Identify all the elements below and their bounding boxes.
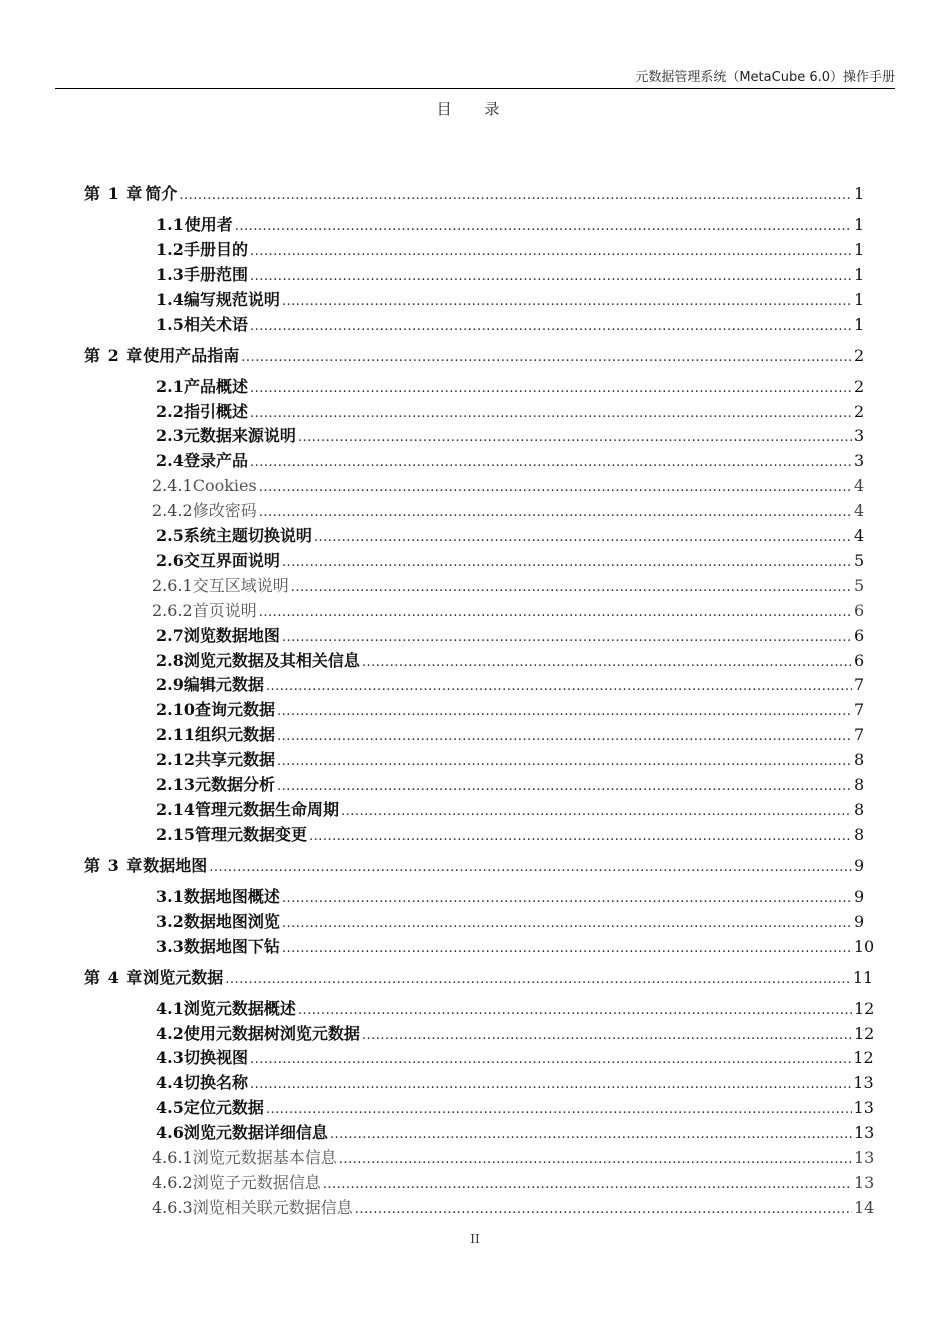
toc-entry-label: 交互区域说明: [192, 575, 289, 595]
toc-dot-leader: [282, 551, 852, 575]
toc-row: [0, 238, 950, 262]
toc-row: [0, 574, 950, 598]
toc-row: [0, 1146, 950, 1170]
toc-section-entry[interactable]: [156, 263, 864, 287]
toc-dot-leader: [341, 800, 852, 824]
toc-row: [0, 213, 950, 237]
toc-section-entry[interactable]: [156, 375, 864, 399]
toc-chapter-entry[interactable]: [84, 182, 864, 206]
toc-row: [0, 885, 950, 909]
toc-entry-page: 1: [854, 239, 865, 259]
toc-entry-page: 2: [854, 345, 865, 365]
toc-entry-label: 简介: [145, 184, 178, 203]
toc-entry-label: 手册目的: [184, 239, 249, 259]
toc-row: [0, 524, 950, 548]
running-header: 元数据管理系统（MetaCube 6.0）操作手册: [635, 70, 895, 85]
toc-section-entry[interactable]: [156, 910, 864, 934]
toc-entry-page: 1: [854, 184, 865, 203]
toc-entry-label: 管理元数据生命周期: [194, 799, 339, 819]
toc-entry-label: 元数据分析: [194, 775, 275, 794]
toc-row: [0, 1096, 950, 1120]
toc-entry-label: 浏览数据地图: [183, 625, 280, 645]
toc-dot-leader: [235, 215, 852, 239]
toc-dot-leader: [282, 912, 852, 936]
toc-entry-number: 2.11: [156, 725, 195, 745]
toc-section-entry[interactable]: [156, 885, 864, 909]
toc-dot-leader: [250, 402, 852, 426]
toc-entry-number: 1.2: [156, 239, 184, 259]
toc-entry-page: 8: [854, 775, 865, 794]
toc-dot-leader: [250, 315, 852, 339]
toc-subsection-entry[interactable]: [152, 1146, 875, 1170]
toc-entry-label: 浏览元数据及其相关信息: [183, 650, 360, 670]
toc-row: [0, 474, 950, 498]
toc-entry-number: 2.12: [156, 750, 195, 770]
toc-entry-number: 1.5: [156, 314, 184, 334]
toc-row: [0, 910, 950, 934]
toc-entry-number: 2.6.1: [152, 575, 193, 595]
toc-row: [0, 599, 950, 623]
toc-entry-number: 2.14: [156, 799, 195, 819]
toc-section-entry[interactable]: [156, 748, 864, 772]
toc-entry-number: 3.2: [156, 911, 184, 931]
toc-entry-number: 2.13: [156, 775, 195, 794]
toc-dot-leader: [282, 290, 852, 314]
toc-row: [0, 182, 950, 206]
toc-dot-leader: [250, 377, 852, 401]
toc-entry-page: 9: [854, 855, 865, 875]
toc-row: [0, 1071, 950, 1095]
toc-entry-number: 3.1: [156, 886, 184, 906]
toc-subsection-entry[interactable]: [152, 474, 864, 498]
toc-entry-number: 1.4: [156, 289, 184, 309]
toc-entry-page: 13: [854, 1172, 875, 1192]
toc-entry-page: 6: [854, 625, 865, 645]
toc-section-entry[interactable]: [156, 823, 864, 847]
toc-entry-label: 手册范围: [184, 264, 249, 284]
toc-entry-page: 12: [854, 998, 875, 1018]
toc-dot-leader: [250, 240, 852, 264]
toc-entry-number: 1.1: [156, 215, 184, 234]
toc-entry-label: 浏览元数据概述: [183, 998, 296, 1018]
toc-dot-leader: [250, 1073, 851, 1097]
toc-section-entry[interactable]: [156, 313, 864, 337]
toc-section-entry[interactable]: [156, 649, 864, 673]
toc-entry-number: 第 2 章: [84, 345, 144, 365]
toc-entry-page: 14: [854, 1197, 875, 1217]
toc-row: [0, 748, 950, 772]
toc-section-entry[interactable]: [156, 288, 864, 312]
toc-entry-page: 4: [854, 526, 865, 545]
footer-page-number: II: [470, 1232, 480, 1246]
toc-entry-label: 编写规范说明: [183, 289, 280, 309]
toc-row: [0, 649, 950, 673]
toc-dot-leader: [291, 576, 852, 600]
toc-dot-leader: [259, 601, 852, 625]
toc-entry-label: 系统主题切换说明: [183, 526, 312, 545]
toc-chapter-entry[interactable]: [84, 344, 864, 368]
toc-row: [0, 1022, 950, 1046]
toc-dot-leader: [179, 184, 852, 208]
toc-entry-number: 第 3 章: [84, 855, 144, 875]
toc-section-entry[interactable]: [156, 1121, 875, 1145]
toc-dot-leader: [362, 1024, 852, 1048]
toc-entry-label: 查询元数据: [194, 700, 275, 720]
toc-section-entry[interactable]: [156, 449, 864, 473]
toc-section-entry[interactable]: [156, 1096, 874, 1120]
toc-section-entry[interactable]: [156, 213, 864, 237]
toc-section-entry[interactable]: [156, 624, 864, 648]
toc-dot-leader: [250, 265, 852, 289]
toc-entry-label: 指引概述: [184, 401, 249, 421]
toc-dot-leader: [362, 651, 852, 675]
toc-entry-label: 切换视图: [183, 1048, 248, 1068]
toc-subsection-entry[interactable]: [152, 1196, 875, 1220]
toc-entry-number: 第 4 章: [84, 967, 144, 987]
toc-dot-leader: [259, 501, 852, 525]
toc-entry-page: 2: [854, 401, 865, 421]
toc-entry-page: 12: [853, 1048, 874, 1068]
toc-dot-leader: [266, 675, 852, 699]
toc-section-entry[interactable]: [156, 424, 864, 448]
toc-entry-number: 4.6: [156, 1123, 184, 1143]
header-rule: [55, 88, 895, 89]
toc-entry-page: 7: [854, 725, 865, 745]
toc-entry-label: 元数据来源说明: [183, 426, 296, 446]
toc-entry-label: 共享元数据: [194, 750, 275, 770]
toc-entry-page: 13: [854, 1123, 875, 1143]
toc-entry-number: 4.2: [156, 1023, 184, 1043]
toc-dot-leader: [259, 476, 852, 500]
toc-entry-label: 数据地图: [143, 855, 208, 875]
toc-row: [0, 288, 950, 312]
toc-entry-page: 3: [854, 451, 865, 471]
toc-entry-page: 8: [854, 750, 865, 770]
toc-entry-number: 2.9: [156, 675, 184, 695]
toc-entry-page: 13: [853, 1073, 874, 1093]
toc-entry-page: 9: [854, 911, 865, 931]
toc-row: [0, 344, 950, 368]
toc-entry-label: 交互界面说明: [183, 550, 280, 570]
toc-row: [0, 798, 950, 822]
toc-entry-page: 11: [852, 967, 874, 987]
toc-dot-leader: [250, 1048, 851, 1072]
toc-entry-number: 4.4: [156, 1073, 184, 1093]
toc-row: [0, 1171, 950, 1195]
toc-entry-number: 4.5: [156, 1098, 184, 1118]
toc-row: [0, 698, 950, 722]
toc-dot-leader: [209, 856, 852, 880]
toc-entry-number: 2.6.2: [152, 600, 193, 620]
toc-entry-label: 管理元数据变更: [194, 824, 307, 844]
toc-section-entry[interactable]: [156, 997, 875, 1021]
toc-row: [0, 673, 950, 697]
toc-chapter-entry[interactable]: [84, 966, 874, 990]
toc-entry-label: 登录产品: [184, 451, 249, 471]
toc-row: [0, 549, 950, 573]
toc-dot-leader: [298, 426, 852, 450]
toc-entry-page: 5: [854, 575, 865, 595]
toc-entry-page: 7: [854, 700, 865, 720]
toc-subsection-entry[interactable]: [152, 499, 864, 523]
toc-entry-label: 浏览元数据: [143, 967, 224, 987]
toc-dot-leader: [277, 725, 852, 749]
toc-row: [0, 313, 950, 337]
toc-row: [0, 624, 950, 648]
toc-entry-label: 浏览元数据基本信息: [192, 1148, 337, 1167]
toc-entry-number: 4.6.2: [152, 1172, 193, 1192]
toc-section-entry[interactable]: [156, 400, 864, 424]
toc-dot-leader: [225, 968, 851, 992]
toc-entry-label: 使用产品指南: [143, 345, 240, 365]
toc-entry-number: 2.7: [156, 625, 184, 645]
toc-entry-page: 2: [854, 376, 865, 396]
toc-entry-label: 组织元数据: [194, 725, 275, 745]
toc-entry-number: 2.2: [156, 401, 184, 421]
toc-dot-leader: [314, 526, 852, 550]
toc-dot-leader: [323, 1173, 852, 1197]
toc-entry-page: 8: [854, 824, 865, 844]
toc-row: [0, 449, 950, 473]
toc-entry-page: 1: [854, 215, 865, 234]
toc-entry-number: 2.8: [156, 650, 184, 670]
toc-entry-page: 13: [854, 1148, 875, 1167]
toc-section-entry[interactable]: [156, 723, 864, 747]
toc-entry-label: Cookies: [192, 476, 257, 496]
toc-subsection-entry[interactable]: [152, 599, 864, 623]
toc-section-entry[interactable]: [156, 773, 864, 797]
toc-entry-page: 4: [854, 476, 865, 496]
toc-row: [0, 400, 950, 424]
toc-entry-page: 7: [854, 675, 865, 695]
toc-entry-page: 8: [854, 799, 865, 819]
toc-section-entry[interactable]: [156, 1071, 874, 1095]
toc-dot-leader: [339, 1148, 852, 1172]
toc-entry-number: 2.1: [156, 376, 184, 396]
toc-entry-number: 3.3: [156, 936, 184, 956]
toc-entry-number: 4.1: [156, 998, 184, 1018]
toc-section-entry[interactable]: [156, 524, 864, 548]
toc-dot-leader: [282, 887, 852, 911]
toc-entry-number: 4.3: [156, 1048, 184, 1068]
toc-row: [0, 854, 950, 878]
toc-row: [0, 997, 950, 1021]
toc-entry-page: 6: [854, 600, 865, 620]
toc-dot-leader: [277, 750, 852, 774]
toc-entry-page: 12: [854, 1023, 875, 1043]
toc-entry-label: 浏览相关联元数据信息: [192, 1197, 353, 1217]
toc-row: [0, 1046, 950, 1070]
toc-section-entry[interactable]: [156, 1046, 874, 1070]
toc-entry-page: 4: [854, 501, 865, 521]
toc-row: [0, 375, 950, 399]
toc-section-entry[interactable]: [156, 698, 864, 722]
toc-entry-page: 6: [854, 650, 865, 670]
toc-dot-leader: [250, 451, 852, 475]
toc-entry-label: 使用元数据树浏览元数据: [183, 1023, 360, 1043]
toc-section-entry[interactable]: [156, 673, 864, 697]
toc-entry-label: 首页说明: [192, 600, 257, 620]
toc-row: [0, 723, 950, 747]
toc-entry-number: 2.4: [156, 451, 184, 471]
toc-section-entry[interactable]: [156, 549, 864, 573]
toc-entry-number: 2.3: [156, 426, 184, 446]
toc-entry-number: 2.10: [156, 700, 195, 720]
toc-dot-leader: [266, 1098, 852, 1122]
toc-section-entry[interactable]: [156, 238, 864, 262]
toc-section-entry[interactable]: [156, 798, 864, 822]
toc-chapter-entry[interactable]: [84, 854, 864, 878]
toc-entry-page: 3: [854, 426, 865, 446]
toc-entry-page: 5: [854, 550, 865, 570]
toc-dot-leader: [282, 937, 852, 961]
toc-row: [0, 966, 950, 990]
toc-dot-leader: [277, 775, 852, 799]
toc-section-entry[interactable]: [156, 935, 875, 959]
toc-entry-label: 数据地图浏览: [183, 911, 280, 931]
toc-dot-leader: [282, 626, 852, 650]
toc-row: [0, 935, 950, 959]
toc-entry-label: 切换名称: [183, 1073, 248, 1093]
toc-dot-leader: [330, 1123, 852, 1147]
toc-entry-number: 1.3: [156, 264, 184, 284]
toc-entry-label: 相关术语: [184, 314, 249, 334]
toc-subsection-entry[interactable]: [152, 574, 864, 598]
toc-entry-number: 2.15: [156, 824, 195, 844]
toc-subsection-entry[interactable]: [152, 1171, 875, 1195]
toc-entry-page: 9: [854, 886, 865, 906]
toc-entry-number: 4.6.3: [152, 1197, 193, 1217]
toc-entry-page: 1: [854, 314, 865, 334]
toc-row: [0, 773, 950, 797]
toc-entry-label: 数据地图概述: [183, 886, 280, 906]
toc-entry-label: 定位元数据: [183, 1098, 264, 1118]
toc-entry-number: 第 1 章: [84, 184, 144, 203]
toc-row: [0, 263, 950, 287]
toc-dot-leader: [355, 1198, 852, 1222]
toc-entry-number: 2.5: [156, 526, 184, 545]
toc-entry-label: 浏览元数据详细信息: [183, 1123, 328, 1143]
toc-entry-page: 13: [853, 1098, 874, 1118]
toc-row: [0, 499, 950, 523]
toc-entry-number: 2.4.2: [152, 501, 193, 521]
toc-dot-leader: [309, 825, 852, 849]
toc-row: [0, 1121, 950, 1145]
toc-entry-label: 编辑元数据: [183, 675, 264, 695]
toc-entry-number: 2.6: [156, 550, 184, 570]
toc-section-entry[interactable]: [156, 1022, 875, 1046]
toc-title: 目 录: [436, 100, 514, 118]
toc-entry-number: 4.6.1: [152, 1148, 193, 1167]
toc-entry-label: 数据地图下钻: [183, 936, 280, 956]
toc-entry-label: 浏览子元数据信息: [192, 1172, 321, 1192]
toc-entry-page: 1: [854, 264, 865, 284]
toc-dot-leader: [277, 700, 852, 724]
toc-dot-leader: [241, 346, 852, 370]
toc-entry-label: 使用者: [184, 215, 233, 234]
toc-entry-page: 10: [853, 936, 875, 956]
toc-row: [0, 1196, 950, 1220]
toc-entry-label: 修改密码: [192, 501, 257, 521]
toc-entry-label: 产品概述: [184, 376, 249, 396]
toc-row: [0, 424, 950, 448]
toc-entry-page: 1: [854, 289, 865, 309]
toc-row: [0, 823, 950, 847]
toc-dot-leader: [298, 999, 852, 1023]
toc-entry-number: 2.4.1: [152, 476, 193, 496]
